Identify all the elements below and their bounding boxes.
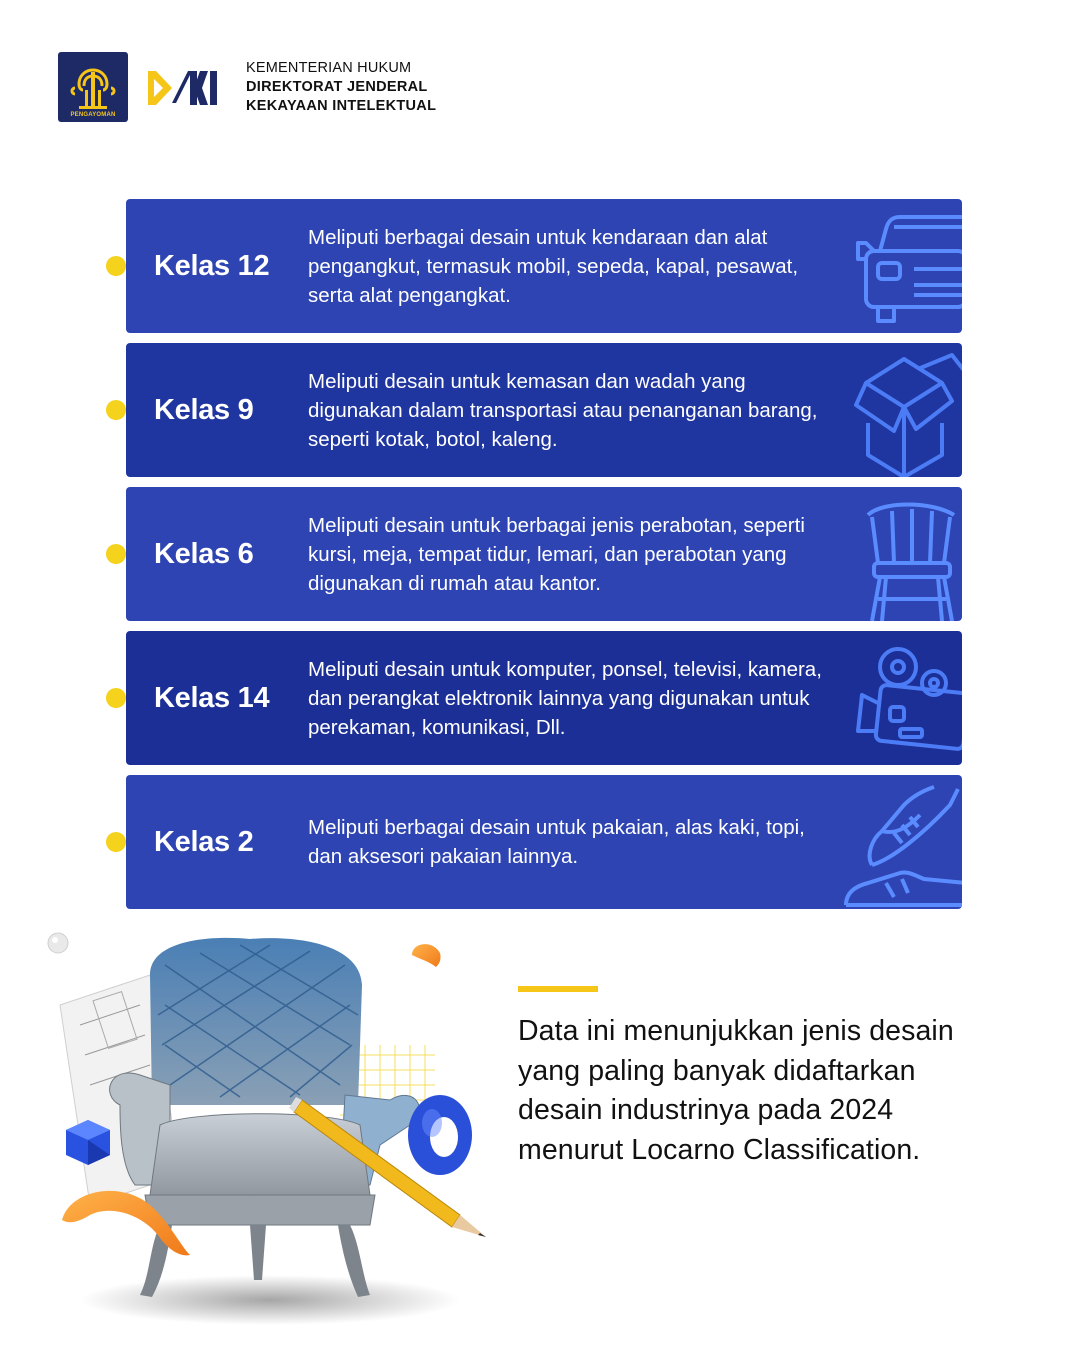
class-title: Kelas 12	[154, 249, 270, 282]
orange-hemisphere-shape	[412, 944, 441, 967]
class-description: Meliputi desain untuk komputer, ponsel, televisi, kamera, dan perangkat elektronik lainnya yang digunakan untuk perekaman, komunikasi, Dll.	[308, 657, 822, 739]
org-ip-office: KEKAYAAN INTELEKTUAL	[246, 97, 437, 114]
box-icon	[842, 343, 962, 477]
car-icon	[842, 199, 962, 333]
header	[58, 52, 436, 122]
class-description: Meliputi desain untuk kemasan dan wadah yang digunakan dalam transportasi atau penanganan barang, seperti kotak, botol, kaleng.	[308, 369, 818, 451]
class-description: Meliputi desain untuk berbagai jenis perabotan, seperti kursi, meja, tempat tidur, lemari, dan perabotan yang digunakan di rumah atau kantor.	[308, 513, 805, 595]
class-title: Kelas 14	[154, 681, 270, 714]
class-description: Meliputi berbagai desain untuk pakaian, alas kaki, topi, dan aksesori pakaian lainnya.	[308, 816, 805, 868]
bullet-dot	[106, 688, 126, 708]
class-title: Kelas 9	[154, 393, 254, 426]
class-description: Meliputi berbagai desain untuk kendaraan dan alat pengangkut, termasuk mobil, sepeda, kapal, pesawat, serta alat pengangkat.	[308, 225, 799, 307]
class-card-6	[126, 487, 962, 621]
chair-icon	[842, 487, 962, 621]
organization-name	[246, 59, 436, 116]
class-title: Kelas 2	[154, 825, 254, 858]
bullet-dot	[106, 832, 126, 852]
blue-ring-shape	[408, 1095, 472, 1175]
djki-logo	[144, 52, 222, 122]
armchair-illustration	[40, 925, 500, 1325]
logo-tagline: PENGAYOMAN	[70, 112, 116, 118]
class-card-14	[126, 631, 962, 765]
djki-logo-icon	[144, 57, 222, 117]
bullet-dot	[106, 400, 126, 420]
shoe-icon	[842, 775, 962, 909]
class-title: Kelas 6	[154, 537, 254, 570]
white-sphere-shape	[48, 933, 68, 953]
class-card-2	[126, 775, 962, 909]
org-directorate: DIREKTORAT JENDERAL	[246, 78, 428, 95]
kemenkumham-logo	[58, 52, 128, 122]
camera-icon	[842, 631, 962, 765]
pengayoman-tree-icon	[67, 62, 119, 112]
class-card-9	[126, 343, 962, 477]
summary-text: Data ini menunjukkan jenis desain yang paling banyak didaftarkan desain industrinya pada 2024 menurut Locarno Classification.	[518, 1015, 954, 1166]
chair-back	[150, 938, 362, 1105]
org-ministry: KEMENTERIAN HUKUM	[246, 59, 412, 76]
class-card-12	[126, 199, 962, 333]
accent-bar	[518, 986, 598, 992]
bullet-dot	[106, 544, 126, 564]
bullet-dot	[106, 256, 126, 276]
class-list	[116, 199, 962, 919]
